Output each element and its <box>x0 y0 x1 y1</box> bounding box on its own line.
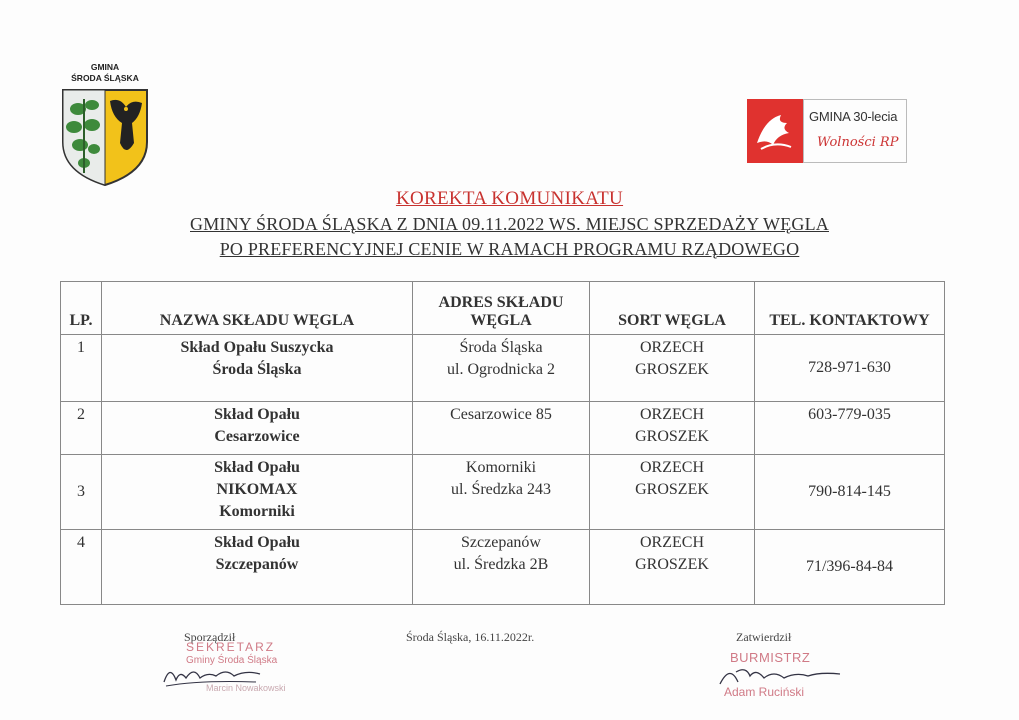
sort-line: GROSZEK <box>635 556 709 573</box>
document-title: KOREKTA KOMUNIKATU <box>395 188 624 209</box>
approved-name: Adam Ruciński <box>724 685 805 699</box>
name-line: Skład Opału <box>214 406 300 423</box>
crest-label-line2: ŚRODA ŚLĄSKA <box>71 73 139 83</box>
header-lp: LP. <box>61 282 102 335</box>
prepared-stamp-title: SEKRETARZ <box>186 640 276 654</box>
header-name: NAZWA SKŁADU WĘGLA <box>102 282 413 335</box>
approved-label: Zatwierdził <box>736 630 792 644</box>
sort-line: GROSZEK <box>635 481 709 498</box>
cell-name <box>102 402 413 455</box>
sort-line: ORZECH <box>640 459 704 476</box>
header-address-line2: WĘGLA <box>470 312 532 329</box>
prepared-label: Sporządził <box>184 630 236 644</box>
prepared-stamp-org: Gminy Środa Śląska <box>186 655 278 666</box>
table-row <box>61 530 945 605</box>
cell-sort <box>590 530 755 605</box>
sort-line: GROSZEK <box>635 361 709 378</box>
sort-line: ORZECH <box>640 406 704 423</box>
prepared-name: Marcin Nowakowski <box>206 683 286 693</box>
cell-sort <box>590 402 755 455</box>
cell-sort <box>590 455 755 530</box>
header-phone: TEL. KONTAKTOWY <box>755 282 945 335</box>
coat-of-arms-icon <box>60 87 150 187</box>
crest-label-line1: GMINA <box>90 62 120 72</box>
cell-phone: 603-779-035 <box>755 402 945 455</box>
sort-line: ORZECH <box>640 339 704 356</box>
table-row <box>61 455 945 530</box>
address-line: Szczepanów <box>461 534 541 551</box>
table-header-row <box>61 282 945 335</box>
address-line: Cesarzowice 85 <box>450 406 552 423</box>
address-line: Środa Śląska <box>459 339 543 356</box>
jubilee-logo <box>747 99 907 163</box>
crest-label <box>60 62 150 84</box>
cell-lp: 1 <box>61 335 102 402</box>
header-address-line1: ADRES SKŁADU <box>438 294 564 311</box>
address-line: ul. Średzka 2B <box>453 556 549 573</box>
cell-address <box>413 530 590 605</box>
name-line: Skład Opału Suszycka <box>180 339 334 356</box>
cell-name <box>102 455 413 530</box>
jubilee-line2: Wolności RP <box>817 135 899 150</box>
cell-phone: 728-971-630 <box>755 335 945 402</box>
address-line: Komorniki <box>465 459 537 476</box>
subtitle-line1: GMINY ŚRODA ŚLĄSKA Z DNIA 09.11.2022 WS. MIEJSC SPRZEDAŻY WĘGLA <box>190 214 829 234</box>
cell-name <box>102 530 413 605</box>
cell-sort <box>590 335 755 402</box>
cell-address <box>413 455 590 530</box>
name-line: Środa Śląska <box>212 361 302 378</box>
name-line: NIKOMAX <box>216 481 298 498</box>
subtitle-line2: PO PREFERENCYJNEJ CENIE W RAMACH PROGRAMU RZĄDOWEGO <box>219 239 800 259</box>
jubilee-line1: GMINA 30-lecia <box>809 109 898 124</box>
cell-phone: 790-814-145 <box>755 455 945 530</box>
approved-stamp-title: BURMISTRZ <box>730 650 811 665</box>
name-line: Cesarzowice <box>214 428 300 445</box>
cell-name <box>102 335 413 402</box>
eagle-logo-icon <box>747 99 803 163</box>
cell-address <box>413 402 590 455</box>
address-line: ul. Średzka 243 <box>451 481 551 498</box>
place-date: Środa Śląska, 16.11.2022r. <box>406 630 535 644</box>
cell-lp: 3 <box>61 455 102 530</box>
header-sort: SORT WĘGLA <box>590 282 755 335</box>
name-line: Komorniki <box>219 503 295 520</box>
name-line: Szczepanów <box>215 556 299 573</box>
table-row <box>61 335 945 402</box>
cell-address <box>413 335 590 402</box>
name-line: Skład Opału <box>214 459 300 476</box>
header-address <box>413 282 590 335</box>
sort-line: ORZECH <box>640 534 704 551</box>
cell-phone: 71/396-84-84 <box>755 530 945 605</box>
name-line: Skład Opału <box>214 534 300 551</box>
table-row <box>61 402 945 455</box>
cell-lp: 2 <box>61 402 102 455</box>
sort-line: GROSZEK <box>635 428 709 445</box>
cell-lp: 4 <box>61 530 102 605</box>
coal-depots-table <box>60 281 945 605</box>
address-line: ul. Ogrodnicka 2 <box>447 361 555 378</box>
